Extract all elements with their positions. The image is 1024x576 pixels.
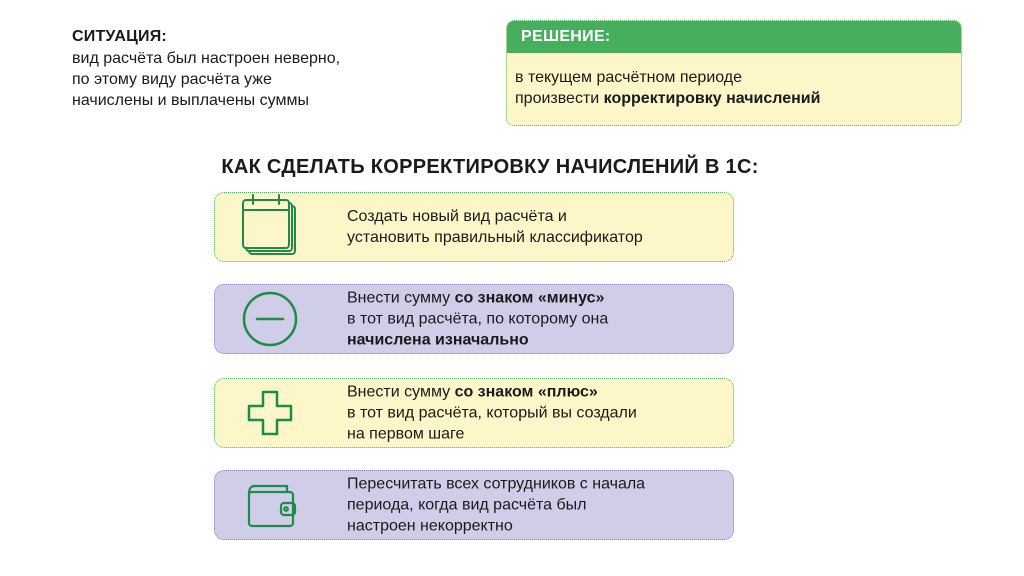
calendar-icon [237,194,303,260]
situation-title: СИТУАЦИЯ: [72,28,167,45]
step-line: настроен некорректно [347,517,513,535]
step-2-line3-bold: начислена изначально [347,331,529,349]
step-line [347,288,723,309]
solution-line: в текущем расчётном периоде [515,69,743,86]
step-1 [214,192,734,262]
step-2-line1-plain: Внести сумму [347,289,455,307]
solution-line2-bold: корректировку начислений [603,90,821,107]
step-2-text [347,288,723,351]
step-line: в тот вид расчёта, который вы создали [347,404,637,422]
step-3-text [347,382,723,445]
main-title: КАК СДЕЛАТЬ КОРРЕКТИРОВКУ НАЧИСЛЕНИЙ В 1С: [221,156,759,178]
solution-text [507,53,961,109]
step-2-line1-bold: со знаком «минус» [454,289,605,307]
step-line [347,330,723,351]
step-line: в тот вид расчёта, по которому она [347,310,609,328]
solution-line [515,88,961,109]
step-line: на первом шаге [347,425,465,443]
step-3 [214,378,734,448]
solution-line2-plain: произвести [515,90,604,107]
solution-block [506,20,962,126]
step-line: установить правильный классификатор [347,229,643,246]
step-4 [214,470,734,540]
step-2 [214,284,734,354]
step-4-text [347,474,723,537]
step-line: Создать новый вид расчёта и [347,208,567,225]
step-line: Пересчитать всех сотрудников с начала [347,475,646,493]
step-1-text [347,206,723,248]
situation-line: вид расчёта был настроен неверно, [72,50,341,67]
wallet-icon [237,472,303,538]
step-line [347,382,723,403]
step-line: периода, когда вид расчёта был [347,496,587,514]
step-3-line1-bold: со знаком «плюс» [454,383,598,401]
minus-circle-icon [237,286,303,352]
situation-line: по этому виду расчёта уже [72,71,272,88]
step-3-line1-plain: Внести сумму [347,383,455,401]
plus-icon [237,380,303,446]
situation-block [72,26,452,111]
situation-line: начислены и выплачены суммы [72,92,309,109]
solution-title: РЕШЕНИЕ: [507,21,961,53]
